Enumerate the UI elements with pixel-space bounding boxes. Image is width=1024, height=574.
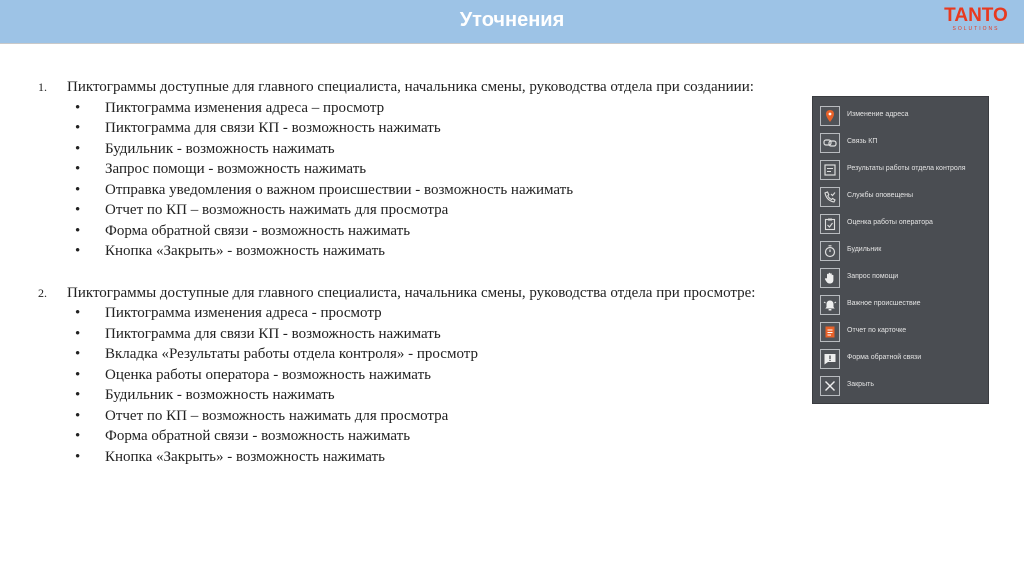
phone-check-icon: [820, 187, 840, 207]
panel-item-close[interactable]: [820, 376, 985, 398]
section-title: Пиктограммы доступные для главного специалиста, начальника смены, руководства отдела при созданиии:: [67, 79, 754, 95]
panel-item-label: Результаты работы отдела контроля: [847, 165, 966, 172]
list-item: • Запрос помощи - возможность нажимать: [67, 159, 778, 180]
panel-item-card-report[interactable]: [820, 322, 985, 344]
list-item: • Форма обратной связи - возможность нажимать: [67, 221, 778, 242]
hand-icon: [820, 268, 840, 288]
list-item: • Отчет по КП – возможность нажимать для просмотра: [67, 406, 778, 427]
list-item: • Вкладка «Результаты работы отдела контроля» - просмотр: [67, 344, 778, 365]
panel-item-label: Будильник: [847, 246, 882, 253]
list-item: • Будильник - возможность нажимать: [67, 139, 778, 160]
pictogram-panel: [812, 96, 989, 404]
section-2: [38, 283, 778, 468]
panel-item-label: Оценка работы оператора: [847, 219, 933, 226]
panel-item-label: Связь КП: [847, 138, 878, 145]
panel-item-label: Форма обратной связи: [847, 354, 922, 361]
document-list-icon: [820, 160, 840, 180]
panel-item-alarm-clock[interactable]: [820, 241, 985, 263]
panel-item-services-notified[interactable]: [820, 187, 985, 209]
panel-item-link-kp[interactable]: [820, 133, 985, 155]
location-pin-icon: [820, 106, 840, 126]
list-item: • Отправка уведомления о важном происшествии - возможность нажимать: [67, 180, 778, 201]
clipboard-check-icon: [820, 214, 840, 234]
panel-item-control-results[interactable]: [820, 160, 985, 182]
title-bar: [0, 0, 1024, 44]
feedback-icon: [820, 349, 840, 369]
panel-item-feedback-form[interactable]: [820, 349, 985, 371]
panel-item-label: Запрос помощи: [847, 273, 899, 280]
panel-item-label: Важное происшествие: [847, 300, 921, 307]
list-item: • Форма обратной связи - возможность нажимать: [67, 426, 778, 447]
list-item: • Кнопка «Закрыть» - возможность нажимать: [67, 447, 778, 468]
report-icon: [820, 322, 840, 342]
panel-item-label: Изменение адреса: [847, 111, 909, 118]
bullet-list: [67, 303, 778, 467]
panel-item-change-address[interactable]: [820, 106, 985, 128]
section-title: Пиктограммы доступные для главного специалиста, начальника смены, руководства отдела при просмотре:: [67, 284, 756, 301]
panel-item-important-incident[interactable]: [820, 295, 985, 317]
section-number: 1.: [38, 80, 47, 94]
section-number: 2.: [38, 285, 47, 300]
close-icon: [820, 376, 840, 396]
list-item: • Пиктограмма для связи КП - возможность нажимать: [67, 118, 778, 139]
panel-item-operator-rating[interactable]: [820, 214, 985, 236]
requirements-list: [38, 77, 778, 467]
list-item: • Кнопка «Закрыть» - возможность нажимать: [67, 241, 778, 262]
page-title: Уточнения: [459, 9, 565, 31]
logo-wordmark: TANTO: [944, 5, 1008, 26]
panel-item-help-request[interactable]: [820, 268, 985, 290]
section-1: [38, 77, 778, 262]
alarm-bell-icon: [820, 295, 840, 315]
logo-subtitle: SOLUTIONS: [952, 26, 1000, 32]
list-item: • Будильник - возможность нажимать: [67, 385, 778, 406]
stopwatch-icon: [820, 241, 840, 261]
list-item: • Пиктограмма изменения адреса – просмотр: [67, 98, 778, 119]
link-icon: [820, 133, 840, 153]
panel-item-label: Службы оповещены: [847, 192, 914, 199]
panel-item-label: Закрыть: [847, 381, 874, 388]
tanto-logo: [938, 6, 1014, 33]
panel-item-label: Отчет по карточке: [847, 327, 907, 334]
list-item: • Пиктограмма изменения адреса - просмотр: [67, 303, 778, 324]
list-item: • Отчет по КП – возможность нажимать для просмотра: [67, 200, 778, 221]
list-item: • Оценка работы оператора - возможность нажимать: [67, 365, 778, 386]
list-item: • Пиктограмма для связи КП - возможность нажимать: [67, 324, 778, 345]
bullet-list: [67, 98, 778, 262]
